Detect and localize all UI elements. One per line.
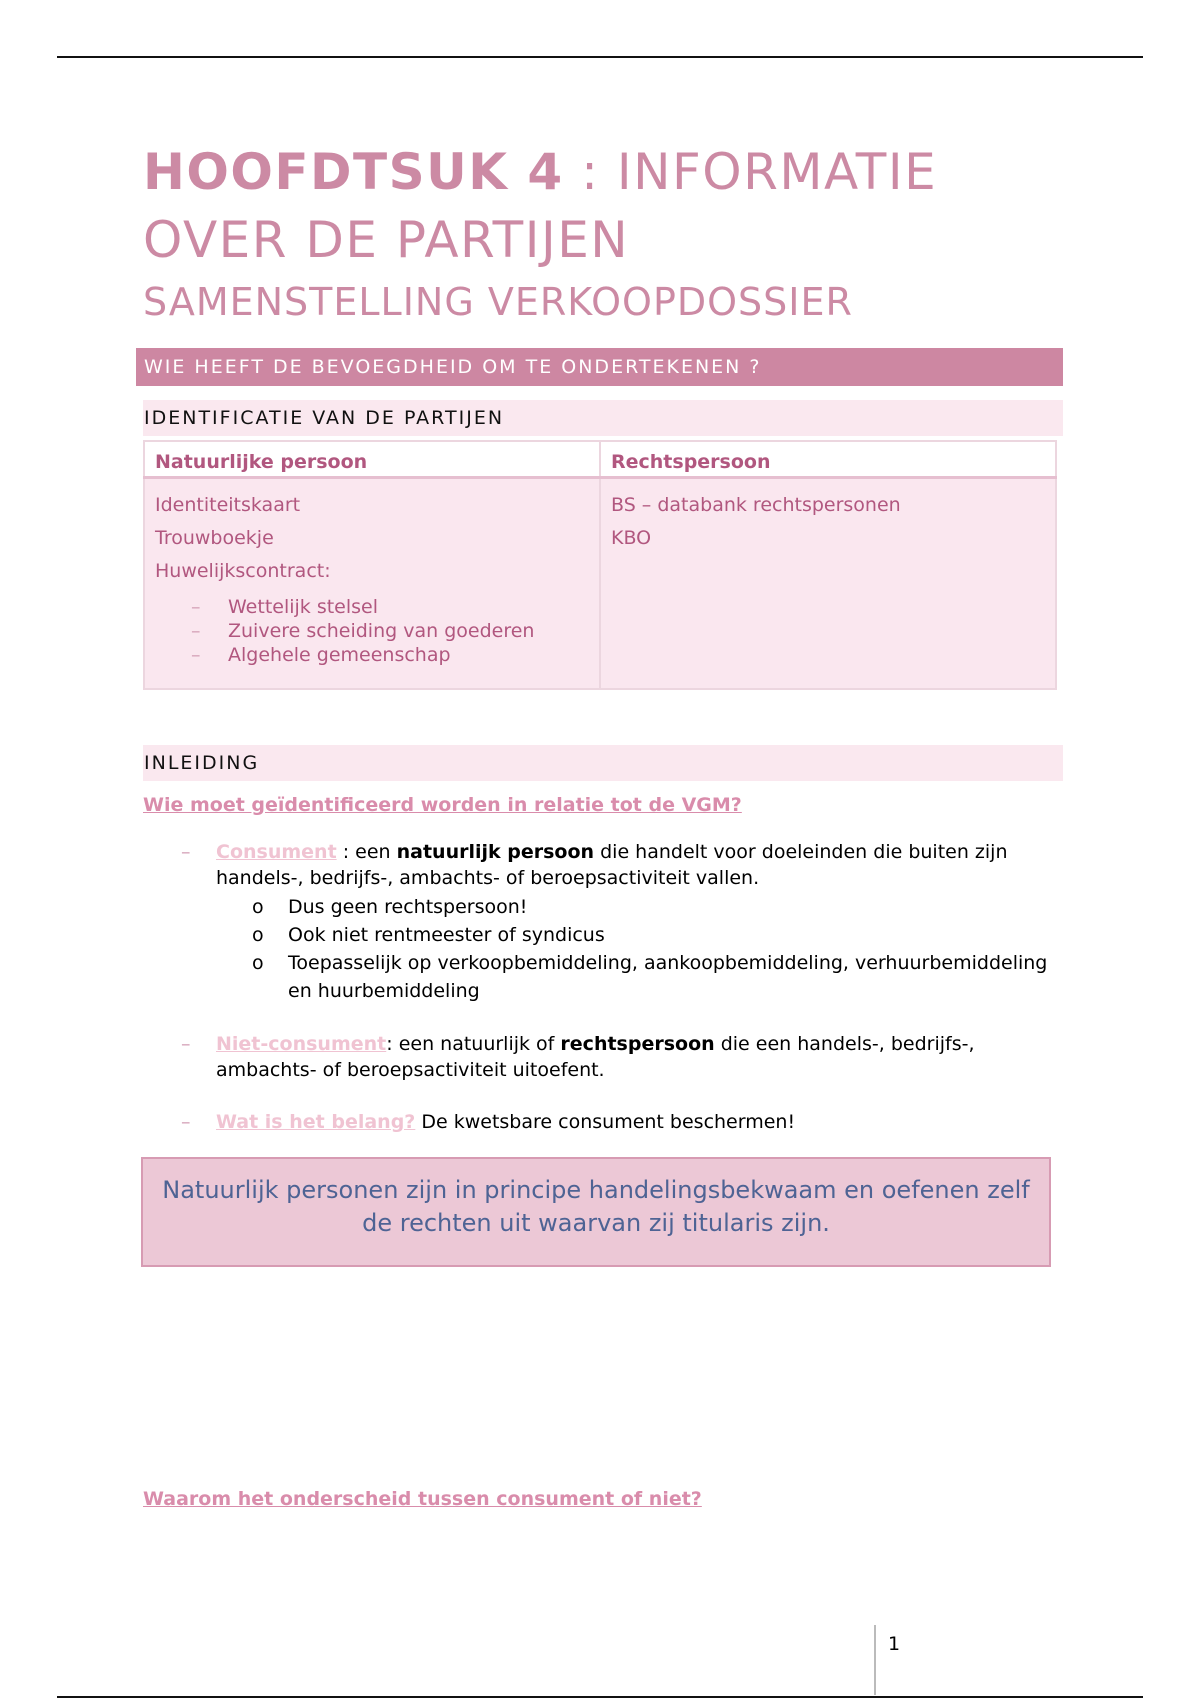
dash-bullet-icon: –	[191, 619, 201, 642]
list-item	[155, 595, 589, 619]
column-header-legal-person: Rechtspersoon	[600, 441, 1056, 477]
callout-box: Natuurlijk personen zijn in principe handelingsbekwaam en oefenen zelf de rechten uit waarvan zij titularis zijn.	[141, 1157, 1051, 1267]
list-item	[155, 619, 589, 643]
list-item	[155, 643, 589, 667]
circle-bullet-icon: o	[252, 896, 264, 918]
intro-heading: INLEIDING	[143, 745, 1063, 781]
list-item-text: Ook niet rentmeester of syndicus	[288, 924, 605, 946]
page-number: 1	[874, 1625, 900, 1695]
page-bottom-rule	[57, 1696, 1143, 1698]
spacer	[143, 690, 1063, 745]
chapter-title-rest: : INFORMATIE OVER DE PARTIJEN	[143, 143, 938, 269]
circle-bullet-icon: o	[252, 924, 264, 946]
chapter-number: HOOFDTSUK 4	[143, 143, 564, 201]
chapter-title	[143, 138, 1003, 274]
term-importance: Wat is het belang?	[216, 1111, 416, 1133]
consumer-text-rest: die handelt voor doeleinden die buiten zijn handels-, bedrijfs-, ambachts- of beroepsactiviteit vallen.	[216, 841, 1008, 889]
consumer-text: : een	[336, 841, 397, 863]
list-item-text: Wettelijk stelsel	[228, 595, 379, 618]
consumer-bold: natuurlijk persoon	[396, 841, 595, 863]
list-item-text: Zuivere scheiding van goederen	[228, 619, 535, 642]
dash-bullet-icon: –	[181, 841, 191, 863]
signing-authority-banner: WIE HEEFT DE BEVOEGDHEID OM TE ONDERTEKENEN ?	[136, 348, 1063, 386]
natural-person-cell	[144, 477, 600, 689]
dash-bullet-icon: –	[181, 1033, 191, 1055]
list-item	[216, 921, 1063, 949]
table-header-row	[144, 441, 1056, 477]
list-item	[216, 893, 1063, 921]
non-consumer-text: : een natuurlijk of	[386, 1033, 561, 1055]
list-item-text: Toepasselijk op verkoopbemiddeling, aankoopbemiddeling, verhuurbemiddeling en huurbemiddeling	[288, 952, 1048, 1002]
consumer-sub-list	[216, 893, 1063, 1005]
non-consumer-text-rest: die een handels-, bedrijfs-, ambachts- of beroepsactiviteit uitoefent.	[216, 1033, 975, 1081]
dash-bullet-icon: –	[191, 643, 201, 666]
list-item: KBO	[611, 526, 652, 549]
list-item-importance	[143, 1109, 1063, 1135]
list-item-non-consumer	[143, 1031, 1063, 1083]
list-item: Trouwboekje	[155, 526, 274, 549]
page-top-rule	[57, 56, 1143, 58]
list-item	[216, 949, 1063, 1005]
list-item-consumer	[143, 839, 1063, 1005]
importance-text: De kwetsbare consument beschermen!	[415, 1111, 796, 1133]
list-item: Huwelijkscontract:	[155, 559, 331, 582]
dash-bullet-icon: –	[181, 1111, 191, 1133]
identification-heading: IDENTIFICATIE VAN DE PARTIJEN	[143, 400, 1063, 436]
term-non-consumer: Niet-consument	[216, 1033, 387, 1055]
identification-table	[143, 440, 1057, 690]
intro-question: Wie moet geïdentificeerd worden in relatie tot de VGM?	[143, 794, 742, 816]
spacer	[143, 1083, 1063, 1109]
document-body	[143, 138, 1063, 1513]
circle-bullet-icon: o	[252, 952, 264, 974]
list-item-text: Dus geen rechtspersoon!	[288, 896, 528, 918]
list-item: BS – databank rechtspersonen	[611, 493, 901, 516]
distinction-question: Waarom het onderscheid tussen consument of niet?	[143, 1488, 702, 1510]
list-item: Identiteitskaart	[155, 493, 301, 516]
term-consumer: Consument	[216, 841, 337, 863]
consumer-definition-list	[143, 839, 1063, 1135]
column-header-natural-person: Natuurlijke persoon	[144, 441, 600, 477]
non-consumer-bold: rechtspersoon	[560, 1033, 715, 1055]
marital-regime-list	[155, 595, 589, 667]
chapter-subtitle: SAMENSTELLING VERKOOPDOSSIER	[143, 280, 853, 324]
list-item-text: Algehele gemeenschap	[228, 643, 451, 666]
dash-bullet-icon: –	[191, 595, 201, 618]
table-row	[144, 477, 1056, 689]
legal-person-cell	[600, 477, 1056, 689]
spacer	[143, 1005, 1063, 1031]
